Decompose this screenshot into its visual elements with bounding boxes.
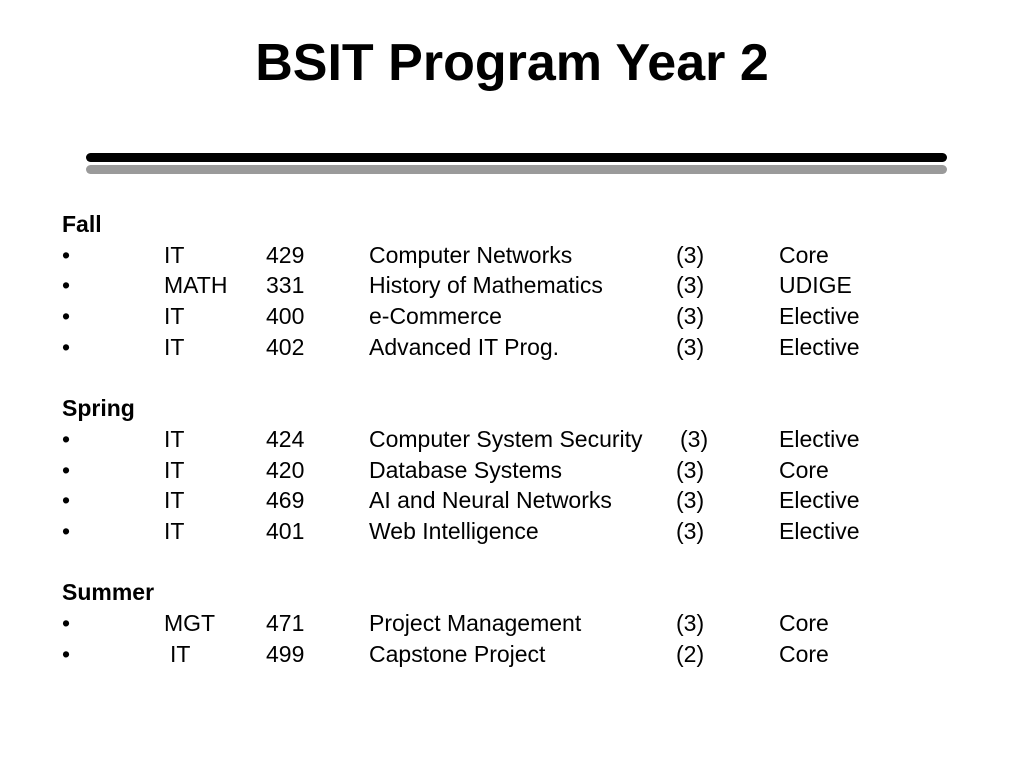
term-name: Summer <box>62 579 155 606</box>
course-row <box>62 608 962 639</box>
course-dept: IT <box>164 333 185 360</box>
bullet: • <box>62 303 71 330</box>
bullet: • <box>62 609 71 636</box>
course-type: Core <box>779 609 829 636</box>
bullet: • <box>62 272 71 299</box>
course-credits: (3) <box>676 456 705 483</box>
course-type: Elective <box>779 333 860 360</box>
bullet: • <box>62 517 71 544</box>
title-divider-gray <box>86 165 947 174</box>
course-title: History of Mathematics <box>369 272 603 299</box>
course-number: 420 <box>266 456 305 483</box>
course-number: 499 <box>266 640 305 667</box>
course-type: Core <box>779 241 829 268</box>
course-credits: (3) <box>676 487 705 514</box>
slide-title: BSIT Program Year 2 <box>255 34 769 92</box>
course-title: Web Intelligence <box>369 517 539 544</box>
course-number: 471 <box>266 609 305 636</box>
course-number: 401 <box>266 517 305 544</box>
course-title: Capstone Project <box>369 640 546 667</box>
term-name: Fall <box>62 211 102 237</box>
course-row <box>62 301 962 332</box>
course-type: Core <box>779 640 829 667</box>
course-number: 424 <box>266 425 305 452</box>
course-title: Database Systems <box>369 456 563 483</box>
term-heading-spring <box>62 393 962 424</box>
course-type: Core <box>779 456 829 483</box>
course-title: Computer System Security <box>369 425 643 452</box>
course-dept: IT <box>164 487 185 514</box>
course-schedule <box>62 209 962 669</box>
course-dept: MGT <box>164 609 216 636</box>
course-type: Elective <box>779 487 860 514</box>
bullet: • <box>62 456 71 483</box>
course-dept: MATH <box>164 272 228 299</box>
bullet: • <box>62 425 71 452</box>
course-row <box>62 240 962 271</box>
course-credits: (3) <box>676 303 705 330</box>
spacer <box>62 547 962 578</box>
course-credits: (3) <box>680 425 709 452</box>
course-credits: (3) <box>676 241 705 268</box>
course-row <box>62 516 962 547</box>
course-title: Computer Networks <box>369 241 573 268</box>
title-divider-black <box>86 153 947 162</box>
course-number: 400 <box>266 303 305 330</box>
course-credits: (3) <box>676 272 705 299</box>
course-title: Advanced IT Prog. <box>369 333 560 360</box>
spacer <box>62 362 962 393</box>
course-dept: IT <box>164 456 185 483</box>
course-number: 402 <box>266 333 305 360</box>
bullet: • <box>62 487 71 514</box>
course-number: 331 <box>266 272 305 299</box>
course-number: 429 <box>266 241 305 268</box>
course-dept: IT <box>164 517 185 544</box>
term-heading-summer <box>62 577 962 608</box>
course-credits: (2) <box>676 640 705 667</box>
course-number: 469 <box>266 487 305 514</box>
course-title: e-Commerce <box>369 303 502 330</box>
term-heading-fall <box>62 209 962 240</box>
bullet: • <box>62 241 71 268</box>
course-credits: (3) <box>676 333 705 360</box>
course-row <box>62 424 962 455</box>
course-row <box>62 455 962 486</box>
course-type: UDIGE <box>779 272 852 299</box>
bullet: • <box>62 333 71 360</box>
term-name: Spring <box>62 395 135 422</box>
course-credits: (3) <box>676 517 705 544</box>
course-dept: IT <box>164 425 185 452</box>
course-type: Elective <box>779 303 860 330</box>
course-type: Elective <box>779 517 860 544</box>
course-row <box>62 639 962 670</box>
bullet: • <box>62 640 71 667</box>
course-row <box>62 332 962 363</box>
course-dept: IT <box>170 640 191 667</box>
course-dept: IT <box>164 241 185 268</box>
course-credits: (3) <box>676 609 705 636</box>
course-row <box>62 270 962 301</box>
course-title: AI and Neural Networks <box>369 487 612 514</box>
course-type: Elective <box>779 425 860 452</box>
course-dept: IT <box>164 303 185 330</box>
course-row <box>62 485 962 516</box>
course-title: Project Management <box>369 609 582 636</box>
